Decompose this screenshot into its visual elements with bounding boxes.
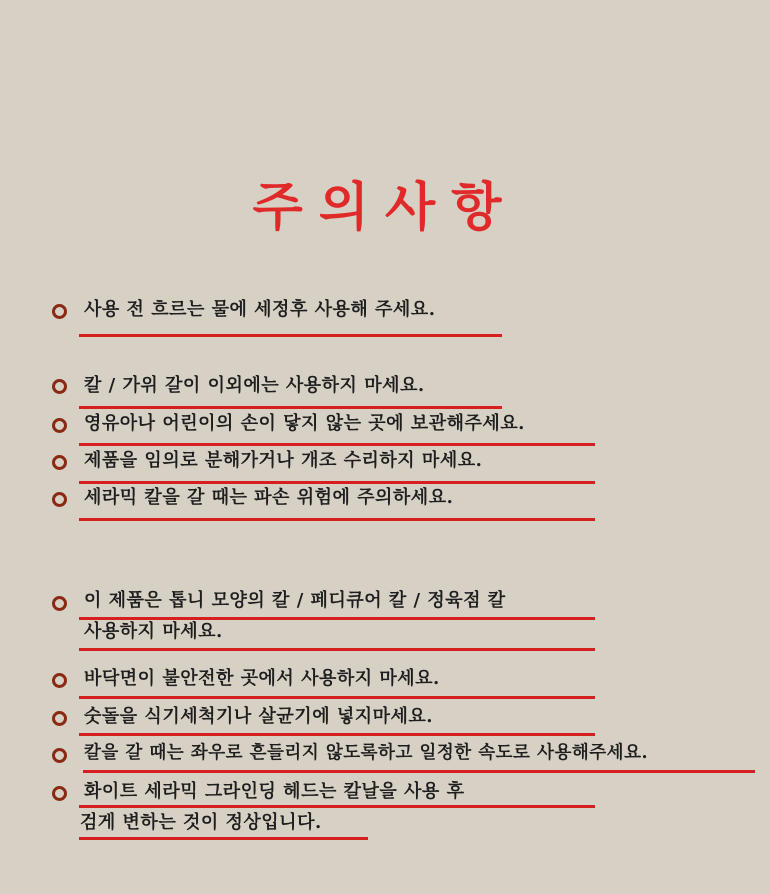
bullet-icon bbox=[52, 711, 67, 726]
underline bbox=[79, 518, 595, 521]
bullet-icon bbox=[52, 455, 67, 470]
bullet-icon bbox=[52, 786, 67, 801]
underline bbox=[79, 696, 595, 699]
caution-item-9: 칼을 갈 때는 좌우로 흔들리지 않도록하고 일정한 속도로 사용해주세요. bbox=[84, 743, 649, 763]
bullet-icon bbox=[52, 379, 67, 394]
bullet-icon bbox=[52, 596, 67, 611]
caution-item-6: 이 제품은 톱니 모양의 칼 / 페디큐어 칼 / 정육점 칼 bbox=[84, 590, 506, 611]
underline bbox=[79, 648, 595, 651]
bullet-icon bbox=[52, 748, 67, 763]
caution-item-1: 사용 전 흐르는 물에 세정후 사용해 주세요. bbox=[84, 299, 436, 320]
bullet-icon bbox=[52, 492, 67, 507]
caution-item-4: 제품을 임의로 분해가거나 개조 수리하지 마세요. bbox=[84, 450, 483, 471]
underline bbox=[79, 733, 595, 736]
caution-item-6-cont: 사용하지 마세요. bbox=[84, 621, 223, 642]
underline bbox=[79, 617, 595, 620]
underline bbox=[79, 837, 368, 840]
bullet-icon bbox=[52, 304, 67, 319]
caution-item-3: 영유아나 어린이의 손이 닿지 않는 곳에 보관해주세요. bbox=[84, 413, 525, 434]
bullet-icon bbox=[52, 418, 67, 433]
page-title: 주의사항 bbox=[252, 177, 518, 238]
underline bbox=[79, 334, 502, 337]
underline bbox=[83, 770, 755, 773]
caution-item-5: 세라믹 칼을 갈 때는 파손 위험에 주의하세요. bbox=[84, 487, 454, 508]
underline bbox=[79, 481, 595, 484]
caution-item-2: 칼 / 가위 갈이 이외에는 사용하지 마세요. bbox=[84, 375, 425, 396]
underline bbox=[79, 443, 595, 446]
caution-item-10: 화이트 세라믹 그라인딩 헤드는 칼날을 사용 후 bbox=[84, 781, 465, 802]
caution-item-8: 숫돌을 식기세척기나 살균기에 넣지마세요. bbox=[84, 706, 434, 727]
underline bbox=[79, 406, 502, 409]
underline bbox=[79, 805, 595, 808]
bullet-icon bbox=[52, 673, 67, 688]
caution-item-7: 바닥면이 불안전한 곳에서 사용하지 마세요. bbox=[84, 668, 440, 689]
caution-item-10-cont: 검게 변하는 것이 정상입니다. bbox=[80, 812, 322, 833]
